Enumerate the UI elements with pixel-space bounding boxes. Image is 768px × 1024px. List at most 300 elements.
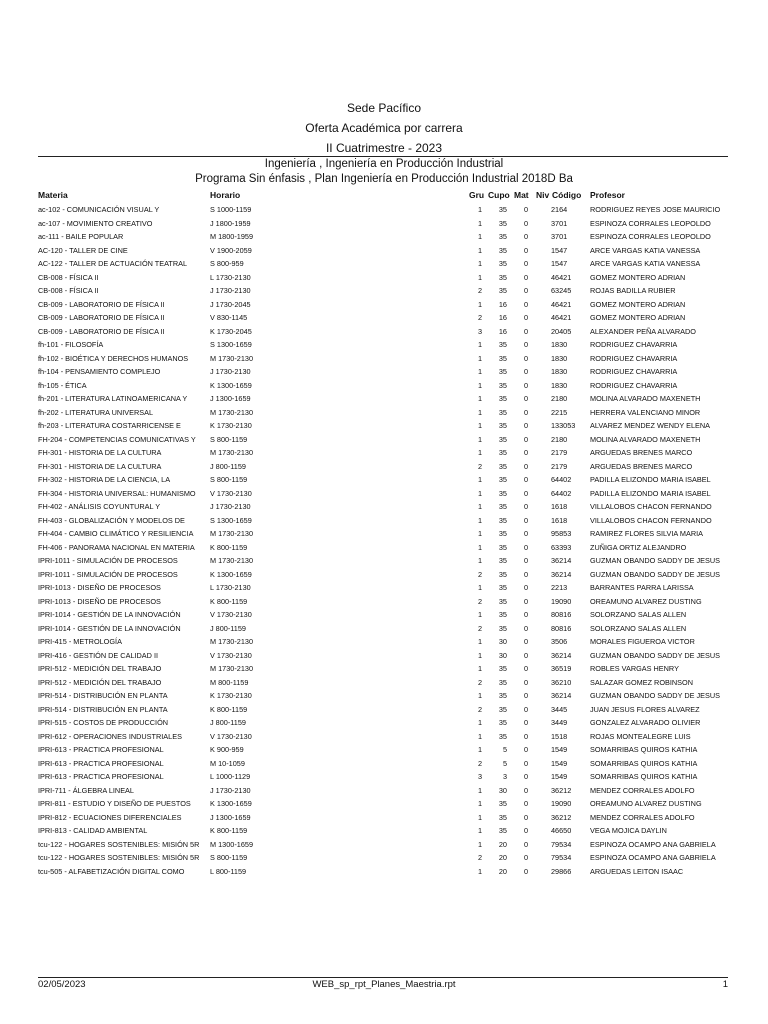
cell-cupo: 35 xyxy=(498,245,507,255)
cell-mat: 0 xyxy=(523,515,528,525)
cell-codigo: 3701 xyxy=(551,218,568,228)
table-row xyxy=(0,392,768,406)
cell-horario: V 1730-2130 xyxy=(210,488,252,498)
table-row xyxy=(0,446,768,460)
cell-materia: CB-008 - FÍSICA II xyxy=(38,272,99,282)
cell-cupo: 16 xyxy=(498,326,507,336)
cell-profesor: MOLINA ALVARADO MAXENETH xyxy=(590,434,701,444)
cell-codigo: 2164 xyxy=(551,205,568,214)
cell-profesor: GOMEZ MONTERO ADRIAN xyxy=(590,313,686,322)
cell-profesor: GUZMAN OBANDO SADDY DE JESUS xyxy=(590,691,721,700)
cell-codigo: 3701 xyxy=(551,232,568,241)
cell-codigo: 1549 xyxy=(551,772,568,781)
cell-materia: IPRI-1013 - DISEÑO DE PROCESOS xyxy=(38,596,161,606)
cell-materia: IPRI-613 - PRACTICA PROFESIONAL xyxy=(38,758,164,768)
cell-codigo: 64402 xyxy=(551,475,572,484)
cell-cupo: 35 xyxy=(498,367,507,376)
cell-gru: 1 xyxy=(477,839,482,849)
cell-horario: K 1300-1659 xyxy=(210,569,252,579)
cell-codigo: 19090 xyxy=(551,799,572,808)
cell-materia: IPRI-613 - PRACTICA PROFESIONAL xyxy=(38,745,164,754)
cell-codigo: 36214 xyxy=(551,569,572,579)
cell-cupo: 3 xyxy=(502,772,507,781)
cell-codigo: 36519 xyxy=(551,664,572,673)
cell-horario: M 1730-2130 xyxy=(210,664,254,673)
cell-horario: V 1730-2130 xyxy=(210,650,252,660)
cell-profesor: RODRIGUEZ REYES JOSE MAURICIO xyxy=(590,205,721,214)
cell-gru: 2 xyxy=(477,596,482,606)
cell-mat: 0 xyxy=(523,407,528,417)
cell-materia: CB-009 - LABORATORIO DE FÍSICA II xyxy=(38,299,165,309)
cell-cupo: 35 xyxy=(498,583,507,592)
cell-horario: L 1000-1129 xyxy=(210,772,251,781)
table-row xyxy=(0,433,768,447)
cell-cupo: 35 xyxy=(498,610,507,619)
cell-mat: 0 xyxy=(523,326,528,336)
cell-materia: ac-107 - MOVIMIENTO CREATIVO xyxy=(38,218,153,228)
cell-gru: 1 xyxy=(477,448,482,457)
cell-profesor: ARGUEDAS LEITON ISAAC xyxy=(590,866,684,876)
cell-cupo: 30 xyxy=(498,650,507,660)
cell-codigo: 80816 xyxy=(551,623,572,633)
cell-mat: 0 xyxy=(523,353,528,363)
cell-horario: V 1730-2130 xyxy=(210,731,252,741)
cell-gru: 2 xyxy=(477,569,482,579)
cell-horario: J 800-1159 xyxy=(210,461,246,471)
cell-profesor: ESPINOZA CORRALES LEOPOLDO xyxy=(590,218,711,228)
cell-materia: FH-301 - HISTORIA DE LA CULTURA xyxy=(38,461,162,471)
cell-horario: M 1730-2130 xyxy=(210,407,254,417)
cell-profesor: GUZMAN OBANDO SADDY DE JESUS xyxy=(590,556,721,565)
cell-profesor: ALEXANDER PEÑA ALVARADO xyxy=(590,326,696,336)
cell-mat: 0 xyxy=(523,664,528,673)
cell-codigo: 2179 xyxy=(551,448,568,457)
cell-cupo: 5 xyxy=(502,745,507,754)
cell-gru: 1 xyxy=(477,650,482,660)
col-gru: Gru xyxy=(469,190,485,200)
cell-materia: fh-104 - PENSAMIENTO COMPLEJO xyxy=(38,367,161,376)
table-row xyxy=(0,703,768,717)
cell-cupo: 35 xyxy=(498,542,507,552)
cell-codigo: 95853 xyxy=(551,529,572,538)
cell-gru: 2 xyxy=(477,623,482,633)
table-row xyxy=(0,514,768,528)
cell-profesor: SALAZAR GOMEZ ROBINSON xyxy=(590,677,693,687)
cell-gru: 1 xyxy=(477,421,482,430)
cell-materia: FH-301 - HISTORIA DE LA CULTURA xyxy=(38,448,162,457)
cell-mat: 0 xyxy=(523,542,528,552)
table-row xyxy=(0,622,768,636)
cell-cupo: 35 xyxy=(498,340,507,349)
table-row xyxy=(0,257,768,271)
cell-mat: 0 xyxy=(523,718,528,727)
cell-gru: 1 xyxy=(477,731,482,741)
cell-cupo: 20 xyxy=(498,839,507,849)
cell-mat: 0 xyxy=(523,637,528,646)
bottom-divider xyxy=(38,977,728,978)
cell-materia: AC-120 - TALLER DE CINE xyxy=(38,245,128,255)
table-row xyxy=(0,500,768,514)
col-mat: Mat xyxy=(514,190,529,200)
table-row xyxy=(0,865,768,879)
cell-horario: K 800-1159 xyxy=(210,826,248,835)
table-row xyxy=(0,244,768,258)
cell-horario: S 800-959 xyxy=(210,259,244,268)
cell-materia: CB-009 - LABORATORIO DE FÍSICA II xyxy=(38,313,165,322)
cell-horario: M 1730-2130 xyxy=(210,637,254,646)
cell-gru: 1 xyxy=(477,785,482,795)
cell-materia: ac-102 - COMUNICACIÓN VISUAL Y xyxy=(38,205,160,214)
cell-profesor: JUAN JESUS FLORES ALVAREZ xyxy=(590,704,700,714)
cell-materia: IPRI-1011 - SIMULACIÓN DE PROCESOS xyxy=(38,556,178,565)
cell-codigo: 63245 xyxy=(551,286,572,295)
cell-cupo: 35 xyxy=(498,434,507,444)
cell-materia: FH-403 - GLOBALIZACIÓN Y MODELOS DE xyxy=(38,515,185,525)
cell-codigo: 1830 xyxy=(551,340,568,349)
cell-horario: S 1300-1659 xyxy=(210,340,252,349)
cell-cupo: 16 xyxy=(498,299,507,309)
cell-materia: IPRI-1014 - GESTIÓN DE LA INNOVACIÓN xyxy=(38,610,181,619)
cell-materia: IPRI-1014 - GESTIÓN DE LA INNOVACIÓN xyxy=(38,623,181,633)
cell-mat: 0 xyxy=(523,583,528,592)
cell-horario: S 1300-1659 xyxy=(210,515,252,525)
cell-gru: 1 xyxy=(477,394,482,403)
table-row xyxy=(0,851,768,865)
cell-gru: 3 xyxy=(477,326,482,336)
cell-gru: 1 xyxy=(477,637,482,646)
cell-gru: 2 xyxy=(477,758,482,768)
cell-codigo: 2180 xyxy=(551,434,568,444)
cell-cupo: 30 xyxy=(498,785,507,795)
cell-profesor: RODRIGUEZ CHAVARRIA xyxy=(590,367,678,376)
cell-cupo: 35 xyxy=(498,394,507,403)
cell-gru: 1 xyxy=(477,812,482,822)
cell-gru: 1 xyxy=(477,691,482,700)
cell-mat: 0 xyxy=(523,259,528,268)
cell-profesor: GOMEZ MONTERO ADRIAN xyxy=(590,272,686,282)
cell-horario: V 1900-2059 xyxy=(210,245,252,255)
cell-codigo: 1830 xyxy=(551,380,568,390)
cell-horario: V 1730-2130 xyxy=(210,610,252,619)
cell-gru: 1 xyxy=(477,434,482,444)
cell-profesor: GONZALEZ ALVARADO OLIVIER xyxy=(590,718,701,727)
table-row xyxy=(0,271,768,285)
cell-materia: AC-122 - TALLER DE ACTUACIÓN TEATRAL xyxy=(38,259,188,268)
cell-horario: S 1000-1159 xyxy=(210,205,252,214)
table-row xyxy=(0,554,768,568)
cell-cupo: 20 xyxy=(498,866,507,876)
cell-mat: 0 xyxy=(523,758,528,768)
col-horario: Horario xyxy=(210,190,241,200)
table-row xyxy=(0,784,768,798)
cell-horario: K 1730-2130 xyxy=(210,421,252,430)
cell-codigo: 2180 xyxy=(551,394,568,403)
table-row xyxy=(0,352,768,366)
table-row xyxy=(0,811,768,825)
cell-gru: 1 xyxy=(477,218,482,228)
cell-cupo: 35 xyxy=(498,259,507,268)
cell-horario: K 800-1159 xyxy=(210,542,248,552)
cell-materia: FH-304 - HISTORIA UNIVERSAL: HUMANISMO xyxy=(38,488,196,498)
offer-title: Oferta Académica por carrera xyxy=(305,121,463,135)
cell-codigo: 1618 xyxy=(551,515,568,525)
cell-profesor: MORALES FIGUEROA VICTOR xyxy=(590,637,695,646)
cell-gru: 1 xyxy=(477,583,482,592)
cell-gru: 1 xyxy=(477,556,482,565)
cell-horario: K 1730-2045 xyxy=(210,326,252,336)
cell-codigo: 36210 xyxy=(551,677,572,687)
cell-horario: J 1730-2130 xyxy=(210,286,251,295)
cell-mat: 0 xyxy=(523,677,528,687)
cell-profesor: VEGA MOJICA DAYLIN xyxy=(590,826,667,835)
cell-cupo: 35 xyxy=(498,515,507,525)
col-profesor: Profesor xyxy=(590,190,625,200)
cell-cupo: 35 xyxy=(498,353,507,363)
course-table xyxy=(0,203,768,878)
cell-codigo: 1618 xyxy=(551,502,568,511)
table-row xyxy=(0,662,768,676)
cell-horario: J 1730-2130 xyxy=(210,502,251,511)
cell-materia: tcu-122 - HOGARES SOSTENIBLES: MISIÓN 5R xyxy=(38,853,200,862)
cell-profesor: MOLINA ALVARADO MAXENETH xyxy=(590,394,701,403)
table-row xyxy=(0,797,768,811)
cell-horario: J 1300-1659 xyxy=(210,394,251,403)
cell-gru: 1 xyxy=(477,610,482,619)
cell-cupo: 35 xyxy=(498,812,507,822)
cell-profesor: ROJAS MONTEALEGRE LUIS xyxy=(590,731,691,741)
cell-gru: 1 xyxy=(477,245,482,255)
cell-codigo: 3449 xyxy=(551,718,568,727)
cell-mat: 0 xyxy=(523,596,528,606)
plan-title: Programa Sin énfasis , Plan Ingeniería en Producción Industrial 2018D Ba xyxy=(195,173,573,185)
table-row xyxy=(0,676,768,690)
cell-horario: M 1730-2130 xyxy=(210,529,254,538)
cell-gru: 1 xyxy=(477,718,482,727)
cell-gru: 1 xyxy=(477,515,482,525)
cell-profesor: SOMARRIBAS QUIROS KATHIA xyxy=(590,745,698,754)
campus-title: Sede Pacífico xyxy=(346,101,422,115)
footer-page-number: 1 xyxy=(722,979,728,990)
cell-mat: 0 xyxy=(523,367,528,376)
table-row xyxy=(0,527,768,541)
cell-materia: fh-105 - ÉTICA xyxy=(38,380,87,390)
report-footer xyxy=(0,979,768,995)
cell-gru: 1 xyxy=(477,407,482,417)
cell-gru: 2 xyxy=(477,677,482,687)
cell-horario: M 1730-2130 xyxy=(210,448,254,457)
cell-codigo: 63393 xyxy=(551,542,572,552)
cell-profesor: ALVAREZ MENDEZ WENDY ELENA xyxy=(590,421,711,430)
cell-horario: M 10-1059 xyxy=(210,758,245,768)
cell-horario: M 800-1159 xyxy=(210,677,249,687)
cell-horario: M 1300-1659 xyxy=(210,839,254,849)
cell-profesor: RODRIGUEZ CHAVARRIA xyxy=(590,353,678,363)
cell-profesor: SOMARRIBAS QUIROS KATHIA xyxy=(590,772,698,781)
cell-mat: 0 xyxy=(523,772,528,781)
cell-cupo: 35 xyxy=(498,718,507,727)
cell-cupo: 35 xyxy=(498,664,507,673)
cell-materia: FH-404 - CAMBIO CLIMÁTICO Y RESILIENCIA xyxy=(38,529,194,538)
cell-mat: 0 xyxy=(523,205,528,214)
cell-cupo: 35 xyxy=(498,502,507,511)
cell-codigo: 1547 xyxy=(551,259,568,268)
cell-mat: 0 xyxy=(523,569,528,579)
cell-profesor: MENDEZ CORRALES ADOLFO xyxy=(590,785,695,795)
cell-horario: S 800-1159 xyxy=(210,853,248,862)
cell-gru: 1 xyxy=(477,367,482,376)
cell-codigo: 46650 xyxy=(551,826,572,835)
cell-cupo: 35 xyxy=(498,623,507,633)
cell-materia: FH-406 - PANORAMA NACIONAL EN MATERIA xyxy=(38,542,195,552)
cell-mat: 0 xyxy=(523,839,528,849)
table-row xyxy=(0,284,768,298)
cell-horario: J 1730-2045 xyxy=(210,299,251,309)
cell-mat: 0 xyxy=(523,529,528,538)
table-row xyxy=(0,338,768,352)
table-row xyxy=(0,473,768,487)
cell-materia: IPRI-514 - DISTRIBUCIÓN EN PLANTA xyxy=(38,704,168,714)
cell-gru: 2 xyxy=(477,853,482,862)
cell-mat: 0 xyxy=(523,245,528,255)
cell-codigo: 36214 xyxy=(551,556,572,565)
cell-horario: K 1300-1659 xyxy=(210,380,252,390)
cell-gru: 2 xyxy=(477,286,482,295)
cell-mat: 0 xyxy=(523,434,528,444)
program-header xyxy=(0,157,768,187)
cell-profesor: RAMIREZ FLORES SILVIA MARIA xyxy=(590,529,703,538)
cell-gru: 1 xyxy=(477,340,482,349)
cell-horario: J 1730-2130 xyxy=(210,785,251,795)
table-row xyxy=(0,595,768,609)
cell-cupo: 35 xyxy=(498,488,507,498)
cell-mat: 0 xyxy=(523,650,528,660)
table-row xyxy=(0,217,768,231)
cell-mat: 0 xyxy=(523,502,528,511)
col-niv: Niv xyxy=(536,190,550,200)
cell-profesor: VILLALOBOS CHACON FERNANDO xyxy=(590,515,712,525)
table-row xyxy=(0,419,768,433)
cell-mat: 0 xyxy=(523,272,528,282)
cell-mat: 0 xyxy=(523,731,528,741)
cell-materia: IPRI-515 - COSTOS DE PRODUCCIÓN xyxy=(38,718,169,727)
cell-gru: 1 xyxy=(477,488,482,498)
table-row xyxy=(0,568,768,582)
table-row xyxy=(0,203,768,217)
cell-gru: 1 xyxy=(477,502,482,511)
cell-codigo: 1830 xyxy=(551,353,568,363)
cell-materia: tcu-505 - ALFABETIZACIÓN DIGITAL COMO xyxy=(38,866,185,876)
cell-cupo: 35 xyxy=(498,731,507,741)
table-row xyxy=(0,487,768,501)
cell-profesor: GUZMAN OBANDO SADDY DE JESUS xyxy=(590,650,721,660)
cell-cupo: 35 xyxy=(498,205,507,214)
cell-profesor: HERRERA VALENCIANO MINOR xyxy=(590,407,701,417)
cell-gru: 1 xyxy=(477,826,482,835)
cell-gru: 1 xyxy=(477,542,482,552)
cell-materia: IPRI-1011 - SIMULACIÓN DE PROCESOS xyxy=(38,569,178,579)
cell-materia: FH-302 - HISTORIA DE LA CIENCIA, LA xyxy=(38,475,171,484)
cell-horario: S 800-1159 xyxy=(210,434,248,444)
cell-mat: 0 xyxy=(523,394,528,403)
cell-profesor: PADILLA ELIZONDO MARIA ISABEL xyxy=(590,488,711,498)
cell-codigo: 2213 xyxy=(551,583,568,592)
cell-profesor: PADILLA ELIZONDO MARIA ISABEL xyxy=(590,475,711,484)
cell-cupo: 35 xyxy=(498,461,507,471)
cell-materia: IPRI-813 - CALIDAD AMBIENTAL xyxy=(38,826,148,835)
cell-cupo: 35 xyxy=(498,407,507,417)
table-row xyxy=(0,379,768,393)
cell-profesor: VILLALOBOS CHACON FERNANDO xyxy=(590,502,712,511)
cell-mat: 0 xyxy=(523,812,528,822)
table-row xyxy=(0,230,768,244)
table-row xyxy=(0,716,768,730)
cell-cupo: 16 xyxy=(498,313,507,322)
cell-profesor: ARCE VARGAS KATIA VANESSA xyxy=(590,245,701,255)
cell-materia: IPRI-512 - MEDICIÓN DEL TRABAJO xyxy=(38,664,162,673)
cell-cupo: 35 xyxy=(498,826,507,835)
cell-cupo: 35 xyxy=(498,529,507,538)
cell-gru: 1 xyxy=(477,866,482,876)
cell-codigo: 133053 xyxy=(551,421,576,430)
cell-horario: M 1800-1959 xyxy=(210,232,254,241)
col-materia: Materia xyxy=(38,190,68,200)
table-row xyxy=(0,608,768,622)
cell-codigo: 79534 xyxy=(551,853,572,862)
cell-horario: J 800-1159 xyxy=(210,718,246,727)
cell-codigo: 2179 xyxy=(551,461,568,471)
cell-horario: K 900-959 xyxy=(210,745,244,754)
cell-codigo: 1518 xyxy=(551,731,568,741)
cell-cupo: 35 xyxy=(498,380,507,390)
cell-codigo: 36214 xyxy=(551,691,572,700)
table-row xyxy=(0,730,768,744)
cell-gru: 2 xyxy=(477,313,482,322)
cell-mat: 0 xyxy=(523,826,528,835)
cell-horario: K 800-1159 xyxy=(210,704,248,714)
cell-profesor: ARCE VARGAS KATIA VANESSA xyxy=(590,259,701,268)
cell-horario: S 800-1159 xyxy=(210,475,248,484)
cell-codigo: 1549 xyxy=(551,758,568,768)
term-title: II Cuatrimestre - 2023 xyxy=(325,141,443,155)
cell-profesor: OREAMUNO ALVAREZ DUSTING xyxy=(590,596,702,606)
cell-profesor: ROBLES VARGAS HENRY xyxy=(590,664,679,673)
cell-codigo: 46421 xyxy=(551,272,572,282)
cell-mat: 0 xyxy=(523,461,528,471)
cell-materia: IPRI-613 - PRACTICA PROFESIONAL xyxy=(38,772,164,781)
cell-materia: fh-201 - LITERATURA LATINOAMERICANA Y xyxy=(38,394,188,403)
cell-profesor: ROJAS BADILLA RUBIER xyxy=(590,286,676,295)
cell-gru: 1 xyxy=(477,529,482,538)
cell-profesor: ZUÑIGA ORTIZ ALEJANDRO xyxy=(590,542,687,552)
cell-horario: J 1730-2130 xyxy=(210,367,251,376)
cell-profesor: SOLORZANO SALAS ALLEN xyxy=(590,623,687,633)
cell-codigo: 1549 xyxy=(551,745,568,754)
cell-materia: fh-102 - BIOÉTICA Y DERECHOS HUMANOS xyxy=(38,353,189,363)
cell-codigo: 3506 xyxy=(551,637,568,646)
cell-materia: IPRI-711 - ÁLGEBRA LINEAL xyxy=(38,785,134,795)
cell-codigo: 19090 xyxy=(551,596,572,606)
cell-codigo: 80816 xyxy=(551,610,572,619)
cell-horario: M 1730-2130 xyxy=(210,556,254,565)
table-row xyxy=(0,406,768,420)
table-row xyxy=(0,541,768,555)
table-row xyxy=(0,325,768,339)
cell-cupo: 35 xyxy=(498,272,507,282)
cell-mat: 0 xyxy=(523,623,528,633)
cell-mat: 0 xyxy=(523,313,528,322)
cell-mat: 0 xyxy=(523,421,528,430)
cell-cupo: 35 xyxy=(498,556,507,565)
